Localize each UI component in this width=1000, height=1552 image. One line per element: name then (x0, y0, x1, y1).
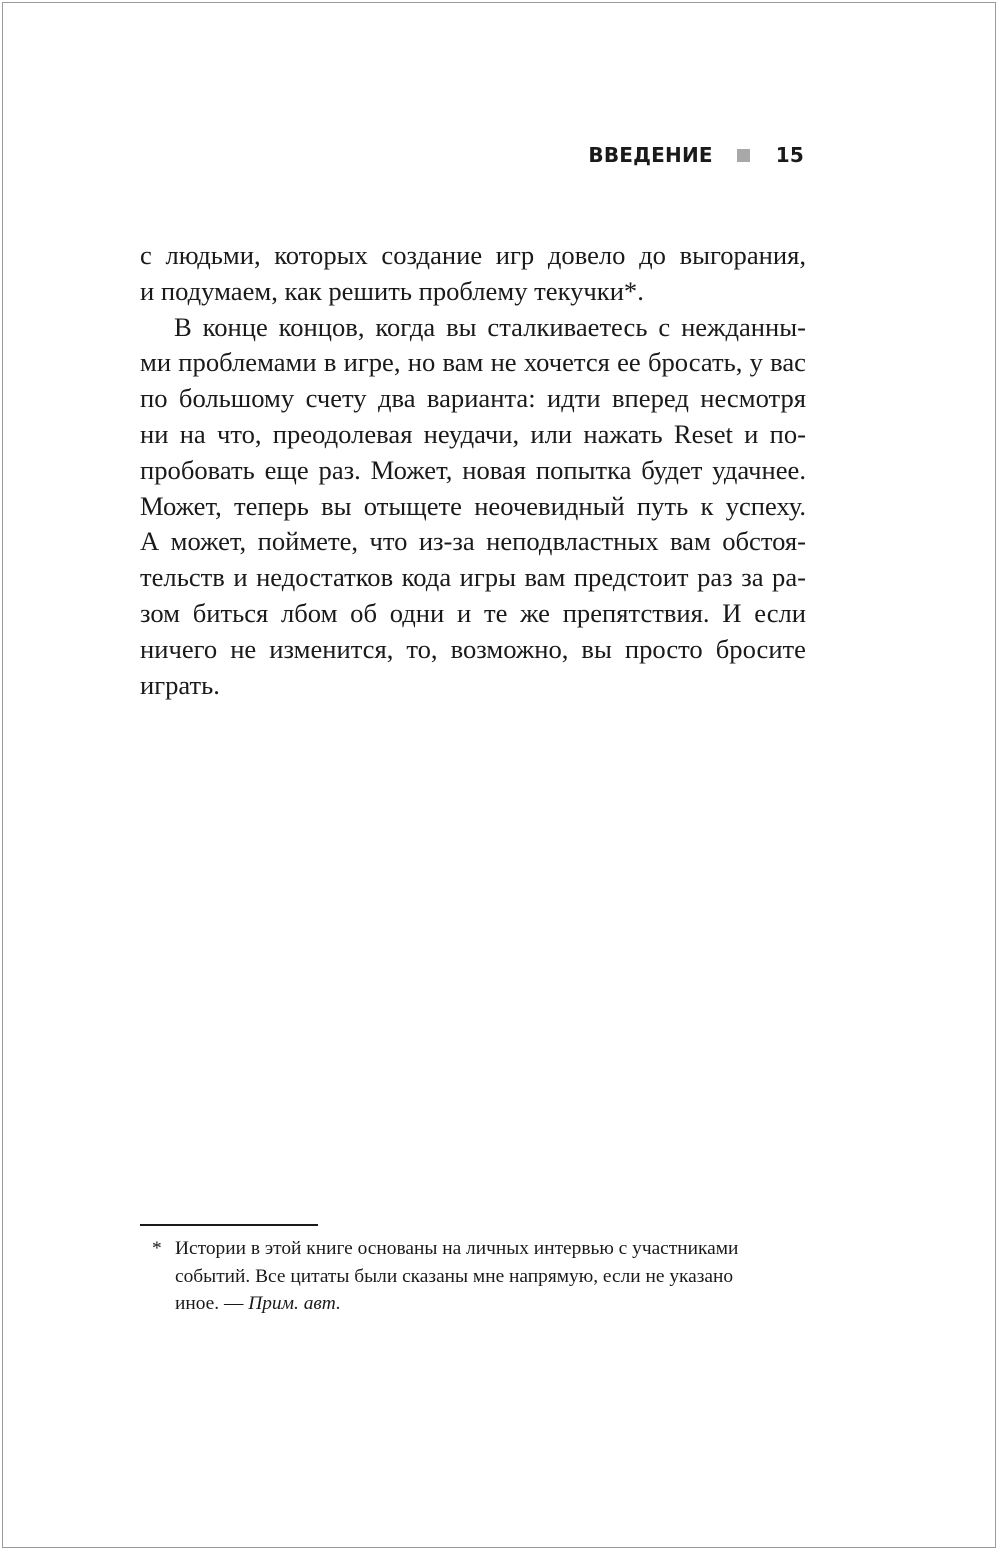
page-number: 15 (775, 143, 804, 167)
footnote (152, 1235, 812, 1318)
footnote-line: Истории в этой книге основаны на личных интервью с участниками (175, 1238, 739, 1259)
text-line: В конце концов, когда вы сталкиваетесь с нежданны- (174, 311, 806, 342)
running-head (588, 143, 804, 167)
text-line: ни на что, преодолевая неудачи, или нажать Reset и по- (140, 418, 806, 449)
footnote-line: событий. Все цитаты были сказаны мне напрямую, если не указано (175, 1265, 734, 1287)
text-line: зом биться лбом об одни и те же препятствия. И если (140, 597, 806, 628)
text-line: пробовать еще раз. Может, новая попытка будет удачнее. (140, 454, 806, 485)
footnote-attribution: Прим. авт. (248, 1293, 341, 1315)
text-line: и подумаем, как решить проблему текучки*. (140, 275, 644, 306)
text-line: А может, поймете, что из-за неподвластных вам обстоя- (140, 526, 806, 557)
section-title: ВВЕДЕНИЕ (588, 143, 713, 167)
text-line: играть. (140, 669, 220, 700)
text-line: с людьми, которых создание игр довело до выгорания, (140, 240, 806, 270)
square-separator-icon (737, 149, 750, 162)
text-line: ми проблемами в игре, но вам не хочется ее бросать, у вас (140, 347, 806, 378)
footnote-line (175, 1290, 812, 1318)
body-text (140, 238, 806, 703)
footnote-text: иное. — (175, 1293, 249, 1315)
text-line: по большому счету два варианта: идти вперед несмотря (140, 383, 806, 414)
text-line: тельств и недостатков кода игры вам предстоит раз за ра- (140, 562, 806, 593)
footnote-rule (140, 1224, 318, 1226)
footnote-marker: * (152, 1238, 162, 1259)
text-line: Может, теперь вы отыщете неочевидный путь к успеху. (140, 490, 806, 521)
text-line: ничего не изменится, то, возможно, вы просто бросите (140, 633, 806, 664)
